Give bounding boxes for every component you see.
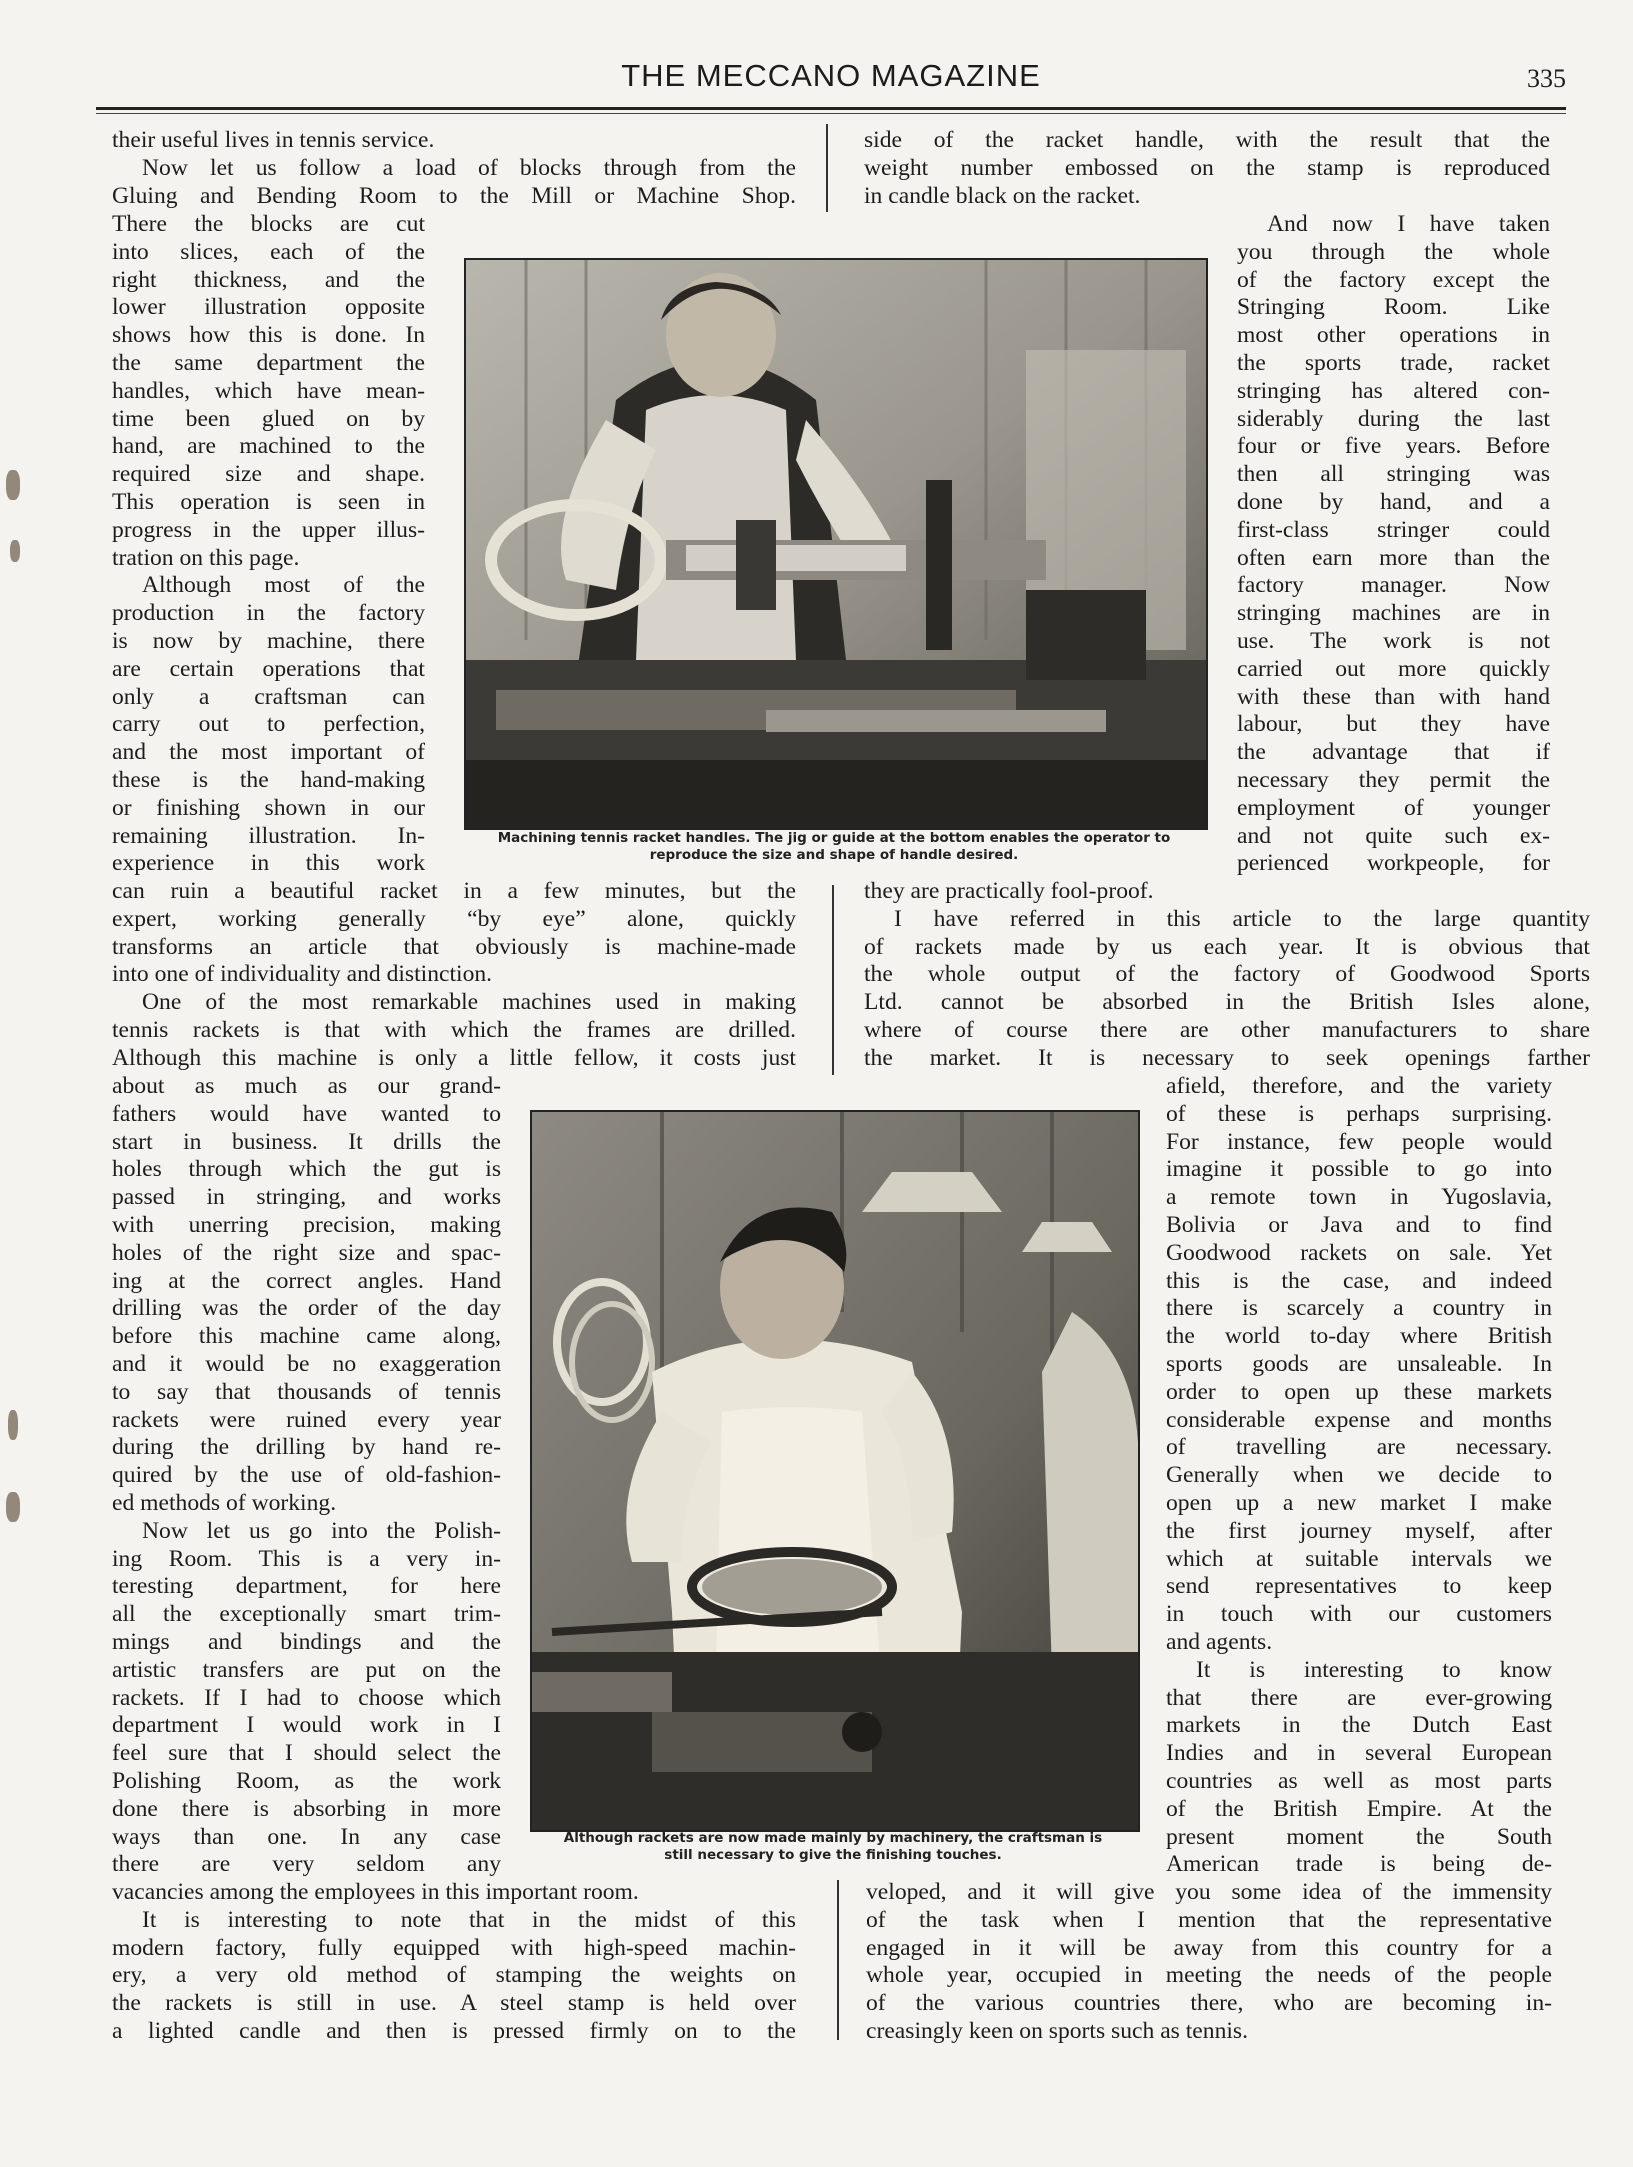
photo-craftsman-finishing xyxy=(530,1110,1140,1832)
text-line: quired by the use of old-fashion- xyxy=(112,1462,501,1489)
scan-margin-mark xyxy=(8,1410,18,1440)
text-line: weight number embossed on the stamp is reproduced xyxy=(864,154,1550,181)
text-line: Although most of the xyxy=(142,572,425,599)
header-rule xyxy=(96,107,1566,110)
caption-line: Although rackets are now made mainly by machinery, the craftsman is xyxy=(563,1830,1103,1846)
text-line: then all stringing was xyxy=(1237,461,1550,488)
text-line: use. The work is not xyxy=(1237,627,1550,654)
text-line: only a craftsman can xyxy=(112,683,425,710)
text-line: where of course there are other manufacturers to share xyxy=(864,1016,1590,1043)
text-line: imagine it possible to go into xyxy=(1166,1156,1552,1183)
text-line: open up a new market I make xyxy=(1166,1489,1552,1516)
text-line: artistic transfers are put on the xyxy=(112,1656,501,1683)
column-divider-bottom xyxy=(837,1880,839,2040)
text-line: siderably during the last xyxy=(1237,405,1550,432)
text-line: done by hand, and a xyxy=(1237,488,1550,515)
text-line: and it would be no exaggeration xyxy=(112,1350,501,1377)
column-divider-top xyxy=(826,124,828,212)
left-column-middle xyxy=(112,878,796,1073)
text-line: Ltd. cannot be absorbed in the British Isles alone, xyxy=(864,989,1590,1016)
text-line: creasingly keen on sports such as tennis. xyxy=(866,2017,1249,2044)
text-line: the market. It is necessary to seek openings farther xyxy=(864,1044,1590,1071)
text-line: Polishing Room, as the work xyxy=(112,1767,501,1794)
photo-machining-handles xyxy=(464,258,1208,830)
text-line: of the various countries there, who are becoming in- xyxy=(866,1990,1552,2017)
caption-line: reproduce the size and shape of handle desired. xyxy=(649,847,1019,863)
text-line: there are very seldom any xyxy=(112,1851,501,1878)
text-line: are certain operations that xyxy=(112,655,425,682)
text-line: four or five years. Before xyxy=(1237,433,1550,460)
text-line: production in the factory xyxy=(112,600,425,627)
text-line: stringing machines are in xyxy=(1237,600,1550,627)
text-line: teresting department, for here xyxy=(112,1573,501,1600)
caption-line: Machining tennis racket handles. The jig or guide at the bottom enables the operator to xyxy=(497,830,1171,846)
text-line: or finishing shown in our xyxy=(112,794,425,821)
text-line: tration on this page. xyxy=(112,544,300,571)
text-line: is now by machine, there xyxy=(112,627,425,654)
text-line: Stringing Room. Like xyxy=(1237,294,1550,321)
text-line: It is interesting to note that in the midst of this xyxy=(142,1906,796,1933)
text-line: experience in this work xyxy=(112,850,425,877)
text-line: in candle black on the racket. xyxy=(864,182,1141,209)
text-line: I have referred in this article to the large quantity xyxy=(894,905,1590,932)
text-line: the advantage that if xyxy=(1237,739,1550,766)
photo-craftsman-finishing-image xyxy=(532,1112,1138,1830)
text-line: necessary they permit the xyxy=(1237,766,1550,793)
text-line: Bolivia or Java and to find xyxy=(1166,1211,1552,1238)
text-line: required size and shape. xyxy=(112,461,425,488)
text-line: their useful lives in tennis service. xyxy=(112,127,435,153)
text-line: afield, therefore, and the variety xyxy=(1166,1073,1552,1099)
text-line: expert, working generally “by eye” alone, quickly xyxy=(112,905,796,932)
text-line: into slices, each of the xyxy=(112,238,425,265)
text-line: This operation is seen in xyxy=(112,488,425,515)
right-column-bottom xyxy=(866,1879,1552,2046)
header-rule-thin xyxy=(96,113,1566,114)
text-line: Generally when we decide to xyxy=(1166,1462,1552,1489)
text-line: American trade is being de- xyxy=(1166,1851,1552,1878)
text-line: can ruin a beautiful racket in a few minutes, but the xyxy=(112,878,796,904)
text-line: into one of individuality and distinction. xyxy=(112,961,493,988)
text-line: ed methods of working. xyxy=(112,1489,337,1516)
text-line: ways than one. In any case xyxy=(112,1823,501,1850)
text-line: of rackets made by us each year. It is obvious that xyxy=(864,933,1590,960)
text-line: Although this machine is only a little fellow, it costs just xyxy=(112,1044,796,1071)
text-line: of these is perhaps surprising. xyxy=(1166,1100,1552,1127)
text-line: ery, a very old method of stamping the weights on xyxy=(112,1962,796,1989)
text-line: in touch with our customers xyxy=(1166,1601,1552,1628)
text-line: One of the most remarkable machines used in making xyxy=(142,989,796,1016)
text-line: side of the racket handle, with the result that the xyxy=(864,127,1550,153)
text-line: the first journey myself, after xyxy=(1166,1517,1552,1544)
right-column-beside-lower-photo xyxy=(1166,1073,1552,1879)
text-line: of the factory except the xyxy=(1237,266,1550,293)
text-line: they are practically fool-proof. xyxy=(864,878,1154,904)
text-line: fathers would have wanted to xyxy=(112,1100,501,1127)
text-line: markets in the Dutch East xyxy=(1166,1712,1552,1739)
caption-line: still necessary to give the finishing touches. xyxy=(664,1847,1002,1863)
text-line: the world to-day where British xyxy=(1166,1323,1552,1350)
text-line: veloped, and it will give you some idea of the immensity xyxy=(866,1879,1552,1905)
right-column-top xyxy=(864,127,1550,210)
text-line: lower illustration opposite xyxy=(112,294,425,321)
text-line: employment of younger xyxy=(1237,794,1550,821)
text-line: vacancies among the employees in this important room. xyxy=(112,1879,639,1905)
caption-top-photo xyxy=(440,830,1228,864)
right-column-middle xyxy=(864,878,1590,1073)
text-line: the whole output of the factory of Goodwood Sports xyxy=(864,961,1590,988)
magazine-title: THE MECCANO MAGAZINE xyxy=(621,58,1041,93)
scan-margin-mark xyxy=(6,1492,20,1522)
text-line: mings and bindings and the xyxy=(112,1628,501,1655)
text-line: hand, are machined to the xyxy=(112,433,425,460)
text-line: feel sure that I should select the xyxy=(112,1740,501,1767)
text-line: send representatives to keep xyxy=(1166,1573,1552,1600)
text-line: Now let us follow a load of blocks through from the xyxy=(142,154,796,181)
text-line: a lighted candle and then is pressed firmly on to the xyxy=(112,2017,796,2044)
text-line: the rackets is still in use. A steel stamp is held over xyxy=(112,1990,796,2017)
text-line: time been glued on by xyxy=(112,405,425,432)
text-line: For instance, few people would xyxy=(1166,1128,1552,1155)
text-line: stringing has altered con- xyxy=(1237,377,1550,404)
text-line: of travelling are necessary. xyxy=(1166,1434,1552,1461)
text-line: holes of the right size and spac- xyxy=(112,1239,501,1266)
left-column-top xyxy=(112,127,796,210)
scan-margin-mark xyxy=(10,540,20,562)
text-line: present moment the South xyxy=(1166,1823,1552,1850)
text-line: engaged in it will be away from this country for a xyxy=(866,1934,1552,1961)
text-line: during the drilling by hand re- xyxy=(112,1434,501,1461)
left-column-bottom xyxy=(112,1879,796,2046)
text-line: holes through which the gut is xyxy=(112,1156,501,1183)
text-line: the sports trade, racket xyxy=(1237,349,1550,376)
text-line: right thickness, and the xyxy=(112,266,425,293)
text-line: with unerring precision, making xyxy=(112,1211,501,1238)
text-line: order to open up these markets xyxy=(1166,1378,1552,1405)
text-line: drilling was the order of the day xyxy=(112,1295,501,1322)
text-line: progress in the upper illus- xyxy=(112,516,425,543)
left-column-beside-photo xyxy=(112,211,425,878)
text-line: Gluing and Bending Room to the Mill or Machine Shop. xyxy=(112,182,796,209)
text-line: perienced workpeople, for xyxy=(1237,850,1550,877)
text-line: rackets. If I had to choose which xyxy=(112,1684,501,1711)
text-line: labour, but they have xyxy=(1237,711,1550,738)
text-line: rackets were ruined every year xyxy=(112,1406,501,1433)
text-line: that there are ever-growing xyxy=(1166,1684,1552,1711)
text-line: and the most important of xyxy=(112,739,425,766)
left-column-beside-lower-photo xyxy=(112,1073,501,1879)
text-line: the same department the xyxy=(112,349,425,376)
text-line: a remote town in Yugoslavia, xyxy=(1166,1184,1552,1211)
text-line: Now let us go into the Polish- xyxy=(142,1517,501,1544)
text-line: and agents. xyxy=(1166,1628,1273,1655)
text-line: handles, which have mean- xyxy=(112,377,425,404)
text-line: ing Room. This is a very in- xyxy=(112,1545,501,1572)
photo-machining-handles-image xyxy=(466,260,1206,828)
text-line: first-class stringer could xyxy=(1237,516,1550,543)
text-line: countries as well as most parts xyxy=(1166,1767,1552,1794)
text-line: shows how this is done. In xyxy=(112,322,425,349)
text-line: to say that thousands of tennis xyxy=(112,1378,501,1405)
text-line: department I would work in I xyxy=(112,1712,501,1739)
right-column-beside-photo xyxy=(1237,211,1550,878)
text-line: with these than with hand xyxy=(1237,683,1550,710)
text-line: modern factory, fully equipped with high-speed machin- xyxy=(112,1934,796,1961)
text-line: before this machine came along, xyxy=(112,1323,501,1350)
text-line: carried out more quickly xyxy=(1237,655,1550,682)
text-line: there is scarcely a country in xyxy=(1166,1295,1552,1322)
text-line: start in business. It drills the xyxy=(112,1128,501,1155)
text-line: factory manager. Now xyxy=(1237,572,1550,599)
text-line: which at suitable intervals we xyxy=(1166,1545,1552,1572)
text-line: whole year, occupied in meeting the needs of the people xyxy=(866,1962,1552,1989)
text-line: It is interesting to know xyxy=(1196,1656,1552,1683)
text-line: all the exceptionally smart trim- xyxy=(112,1601,501,1628)
text-line: about as much as our grand- xyxy=(112,1073,501,1099)
text-line: done there is absorbing in more xyxy=(112,1795,501,1822)
text-line: carry out to perfection, xyxy=(112,711,425,738)
text-line: Goodwood rackets on sale. Yet xyxy=(1166,1239,1552,1266)
page-header xyxy=(96,58,1566,108)
text-line: ing at the correct angles. Hand xyxy=(112,1267,501,1294)
page-number: 335 xyxy=(1527,64,1566,93)
text-line: you through the whole xyxy=(1237,238,1550,265)
text-line: often earn more than the xyxy=(1237,544,1550,571)
text-line: Indies and in several European xyxy=(1166,1740,1552,1767)
text-line: transforms an article that obviously is machine-made xyxy=(112,933,796,960)
text-line: these is the hand-making xyxy=(112,766,425,793)
text-line: remaining illustration. In- xyxy=(112,822,425,849)
text-line: and not quite such ex- xyxy=(1237,822,1550,849)
text-line: tennis rackets is that with which the frames are drilled. xyxy=(112,1016,796,1043)
caption-bottom-photo xyxy=(512,1830,1154,1864)
text-line: considerable expense and months xyxy=(1166,1406,1552,1433)
text-line: of the British Empire. At the xyxy=(1166,1795,1552,1822)
text-line: And now I have taken xyxy=(1267,211,1550,237)
text-line: sports goods are unsaleable. In xyxy=(1166,1350,1552,1377)
text-line: of the task when I mention that the representative xyxy=(866,1906,1552,1933)
text-line: most other operations in xyxy=(1237,322,1550,349)
text-line: There the blocks are cut xyxy=(112,211,425,237)
text-line: this is the case, and indeed xyxy=(1166,1267,1552,1294)
column-divider-middle xyxy=(832,885,834,1075)
scan-margin-mark xyxy=(6,470,20,500)
text-line: passed in stringing, and works xyxy=(112,1184,501,1211)
